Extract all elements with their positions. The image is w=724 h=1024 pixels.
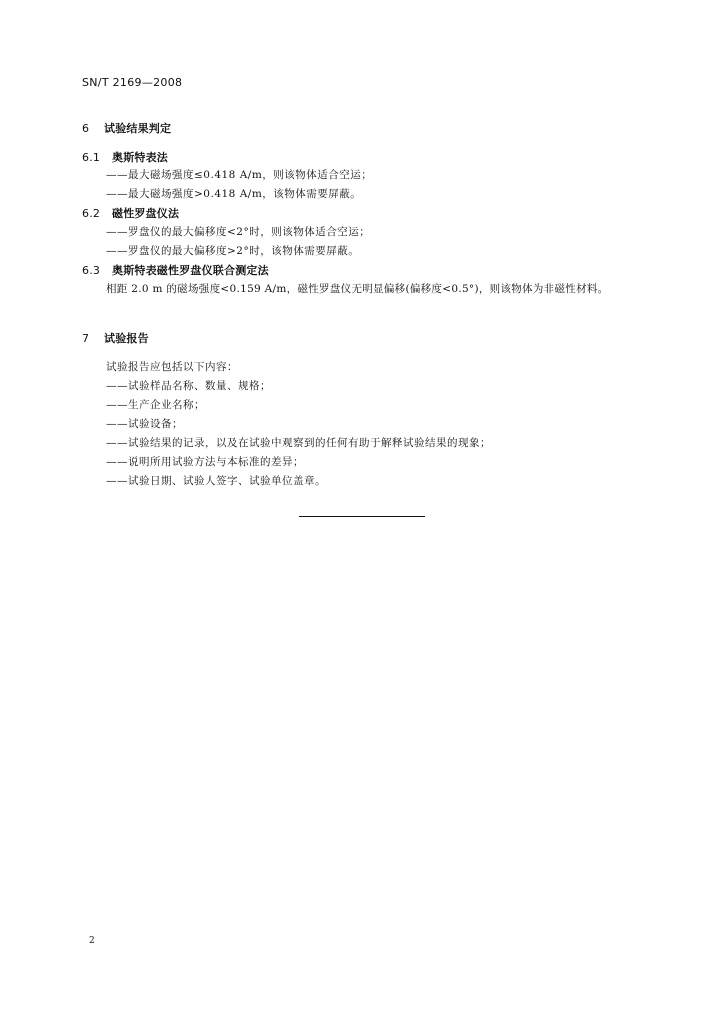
end-rule: [299, 516, 425, 517]
section-6-3-title: 奥斯特表磁性罗盘仪联合测定法: [112, 264, 269, 277]
section-6-heading: [82, 122, 171, 135]
section-7-title: 试验报告: [104, 332, 149, 345]
page-number: 2: [89, 936, 95, 946]
section-7-number: 7: [82, 332, 90, 345]
section-6-2-number: 6.2: [82, 207, 101, 220]
section-6-number: 6: [82, 122, 90, 135]
section-6-title: 试验结果判定: [104, 122, 172, 135]
section-7-item-3: ——试验设备；: [106, 418, 183, 430]
section-6-2-heading: [82, 207, 179, 220]
section-6-3-paragraph: 相距 2.0 m 的磁场强度<0.159 A/m，磁性罗盘仪无明显偏移(偏移度<0.5°)，则该物体为非磁性材料。: [106, 283, 609, 295]
section-7-item-2: ——生产企业名称；: [106, 399, 205, 411]
section-7-item-4: ——试验结果的记录，以及在试验中观察到的任何有助于解释试验结果的现象；: [106, 437, 491, 449]
standard-number: SN/T 2169—2008: [82, 76, 183, 89]
section-6-1-title: 奥斯特表法: [112, 151, 168, 164]
section-6-1-heading: [82, 151, 168, 164]
section-6-3-heading: [82, 264, 269, 277]
section-7-intro: 试验报告应包括以下内容：: [106, 361, 238, 373]
section-7-item-6: ——试验日期、试验人签字、试验单位盖章。: [106, 475, 326, 487]
section-6-1-item-1: ——最大磁场强度≤0.418 A/m，则该物体适合空运；: [106, 169, 373, 181]
section-6-2-item-2: ——罗盘仪的最大偏移度>2°时，该物体需要屏蔽。: [106, 245, 360, 257]
section-7-heading: [82, 332, 149, 345]
section-6-2-item-1: ——罗盘仪的最大偏移度<2°时，则该物体适合空运；: [106, 226, 371, 238]
section-6-1-number: 6.1: [82, 151, 101, 164]
section-6-3-number: 6.3: [82, 264, 101, 277]
section-6-1-item-2: ——最大磁场强度>0.418 A/m，该物体需要屏蔽。: [106, 188, 362, 200]
section-6-2-title: 磁性罗盘仪法: [112, 207, 180, 220]
section-7-item-1: ——试验样品名称、数量、规格；: [106, 380, 271, 392]
section-7-item-5: ——说明所用试验方法与本标准的差异；: [106, 456, 304, 468]
